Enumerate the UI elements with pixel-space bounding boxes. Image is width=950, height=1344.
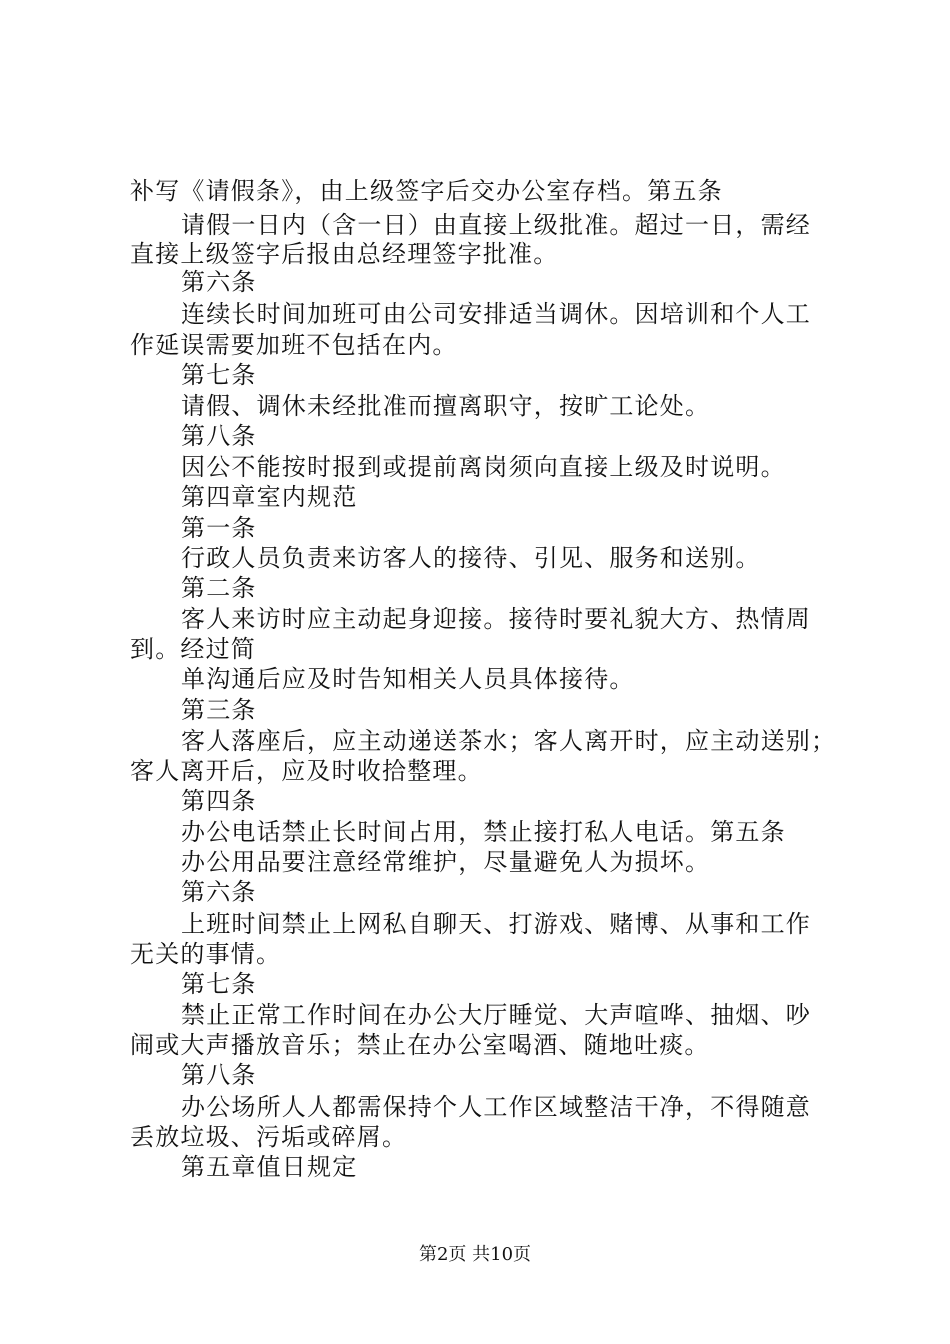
text-line: 客人离开后，应及时收拾整理。	[130, 757, 483, 785]
text-line: 办公用品要注意经常维护，尽量避免人为损坏。	[181, 848, 711, 876]
text-line: 客人落座后，应主动递送茶水；客人离开时，应主动送别；	[181, 727, 837, 755]
article-heading: 第八条	[181, 1061, 257, 1089]
article-heading: 第七条	[181, 361, 257, 389]
article-heading: 第六条	[181, 268, 257, 296]
article-heading: 第七条	[181, 970, 257, 998]
text-line: 丢放垃圾、污垢或碎屑。	[130, 1123, 408, 1151]
page-number-footer: 第2页 共10页	[418, 1244, 532, 1265]
chapter-heading: 第四章室内规范	[181, 483, 358, 511]
article-heading: 第三条	[181, 696, 257, 724]
text-line: 到。经过简	[130, 635, 256, 663]
article-heading: 第二条	[181, 574, 257, 602]
text-line: 请假、调休未经批准而擅离职守，按旷工论处。	[181, 392, 711, 420]
text-line: 客人来访时应主动起身迎接。接待时要礼貌大方、热情周	[181, 605, 811, 633]
text-line: 请假一日内（含一日）由直接上级批准。超过一日，需经	[181, 211, 811, 239]
text-line: 直接上级签字后报由总经理签字批准。	[130, 240, 559, 268]
text-line: 连续长时间加班可由公司安排适当调休。因培训和个人工	[181, 300, 811, 328]
text-line: 因公不能按时报到或提前离岗须向直接上级及时说明。	[181, 453, 786, 481]
article-heading: 第四条	[181, 787, 257, 815]
article-heading: 第八条	[181, 422, 257, 450]
chapter-heading: 第五章值日规定	[181, 1153, 358, 1181]
text-line: 单沟通后应及时告知相关人员具体接待。	[181, 665, 635, 693]
text-line: 作延误需要加班不包括在内。	[130, 331, 458, 359]
text-line: 行政人员负责来访客人的接待、引见、服务和送别。	[181, 544, 761, 572]
text-line: 无关的事情。	[130, 940, 282, 968]
text-line: 办公电话禁止长时间占用，禁止接打私人电话。第五条	[181, 818, 786, 846]
article-heading: 第六条	[181, 878, 257, 906]
text-line: 办公场所人人都需保持个人工作区域整洁干净，不得随意	[181, 1093, 811, 1121]
article-heading: 第一条	[181, 514, 257, 542]
text-line: 补写《请假条》，由上级签字后交办公室存档。第五条	[130, 177, 723, 205]
text-line: 闹或大声播放音乐；禁止在办公室喝酒、随地吐痰。	[130, 1031, 710, 1059]
text-line: 上班时间禁止上网私自聊天、打游戏、赌博、从事和工作	[181, 910, 811, 938]
text-line: 禁止正常工作时间在办公大厅睡觉、大声喧哗、抽烟、吵	[181, 1001, 811, 1029]
